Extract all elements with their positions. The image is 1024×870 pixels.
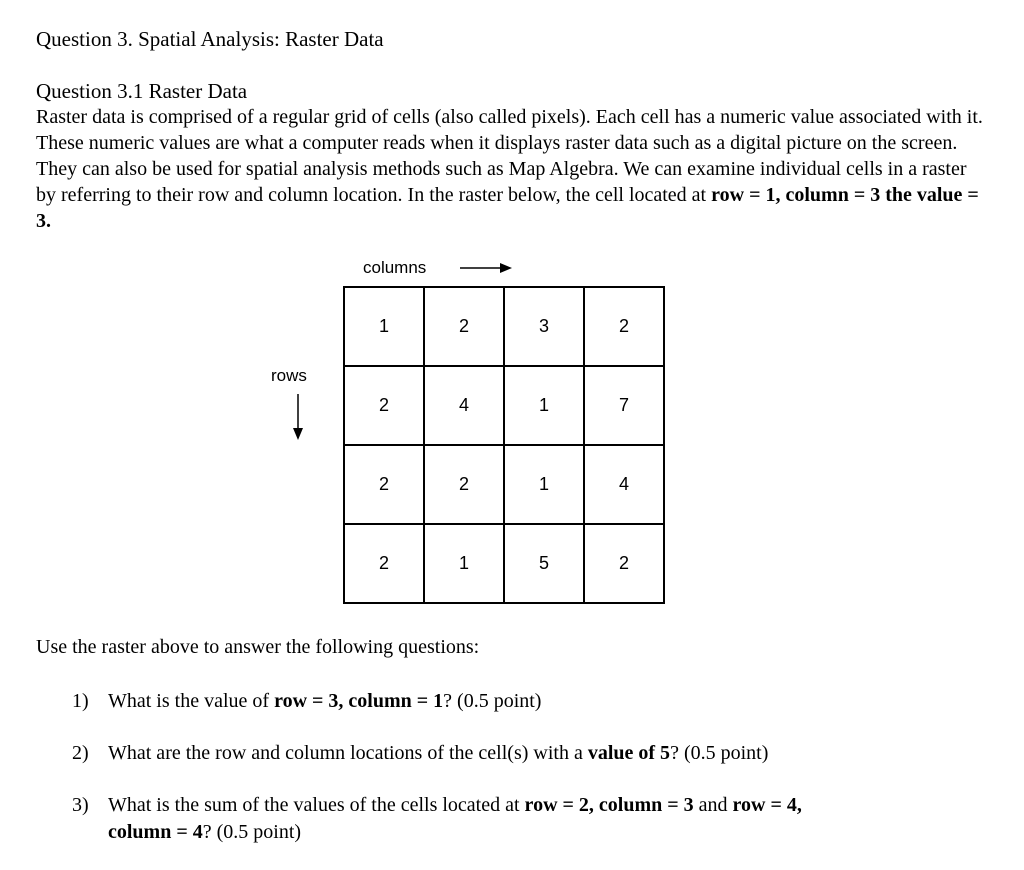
raster-cell: 7 [584, 366, 664, 445]
question-text-mid: and [693, 794, 733, 816]
page-title: Question 3. Spatial Analysis: Raster Data [36, 27, 384, 51]
raster-row [344, 445, 664, 524]
intro-paragraph [36, 104, 986, 234]
raster-cell: 2 [344, 366, 424, 445]
paragraph-text: Raster data is comprised of a regular grid of cells (also called pixels). Each cell has a numeric value associated with it. These numeric values are what a computer reads when it displays raster data such as a digital picture on the screen. They can also be used for spatial analysis methods such as Map Algebra. We can examine individual cells in a raster by referring to their row and column location. In the raster below, the cell located at [36, 106, 983, 206]
question-text-pre: What are the row and column locations of the cell(s) with a [108, 742, 588, 764]
question-text-post: ? (0.5 point) [443, 690, 542, 712]
raster-cell: 4 [584, 445, 664, 524]
columns-label: columns [363, 258, 427, 277]
raster-row [344, 287, 664, 366]
raster-cell: 1 [344, 287, 424, 366]
question-text-post: ? (0.5 point) [670, 742, 769, 764]
question-1 [72, 688, 972, 715]
raster-cell: 2 [424, 445, 504, 524]
question-text-bold: value of 5 [587, 742, 671, 764]
raster-cell: 1 [424, 524, 504, 603]
question-text-post: ? (0.5 point) [202, 821, 302, 843]
columns-arrow-icon [458, 261, 514, 275]
raster-row [344, 524, 664, 603]
question-text-bold-2: row = 4, [732, 794, 802, 816]
question-text [108, 792, 958, 846]
raster-grid [343, 286, 665, 604]
raster-cell: 1 [504, 366, 584, 445]
question-number: 1) [72, 690, 89, 712]
section-subtitle: Question 3.1 Raster Data [36, 79, 248, 103]
question-text-bold: row = 3, column = 1 [274, 690, 444, 712]
raster-cell: 1 [504, 445, 584, 524]
raster-cell: 2 [424, 287, 504, 366]
question-2 [72, 740, 972, 767]
raster-cell: 2 [584, 524, 664, 603]
question-text [108, 740, 958, 767]
question-text-pre: What is the value of [108, 690, 275, 712]
question-3 [72, 792, 972, 848]
raster-row [344, 366, 664, 445]
questions-intro: Use the raster above to answer the following questions: [36, 636, 480, 658]
raster-cell: 5 [504, 524, 584, 603]
raster-cell: 2 [584, 287, 664, 366]
question-number: 2) [72, 742, 89, 764]
raster-cell: 4 [424, 366, 504, 445]
raster-cell: 3 [504, 287, 584, 366]
rows-arrow-icon [290, 392, 306, 442]
question-text-bold: row = 2, column = 3 [524, 794, 694, 816]
question-text [108, 688, 958, 715]
raster-cell: 2 [344, 445, 424, 524]
question-number: 3) [72, 794, 89, 816]
question-text-line2-bold: column = 4 [108, 821, 203, 843]
paragraph-bold: row = 1, column = 3 the value = 3. [36, 184, 979, 232]
raster-cell: 2 [344, 524, 424, 603]
rows-label: rows [271, 366, 307, 385]
question-text-pre: What is the sum of the values of the cells located at [108, 794, 525, 816]
